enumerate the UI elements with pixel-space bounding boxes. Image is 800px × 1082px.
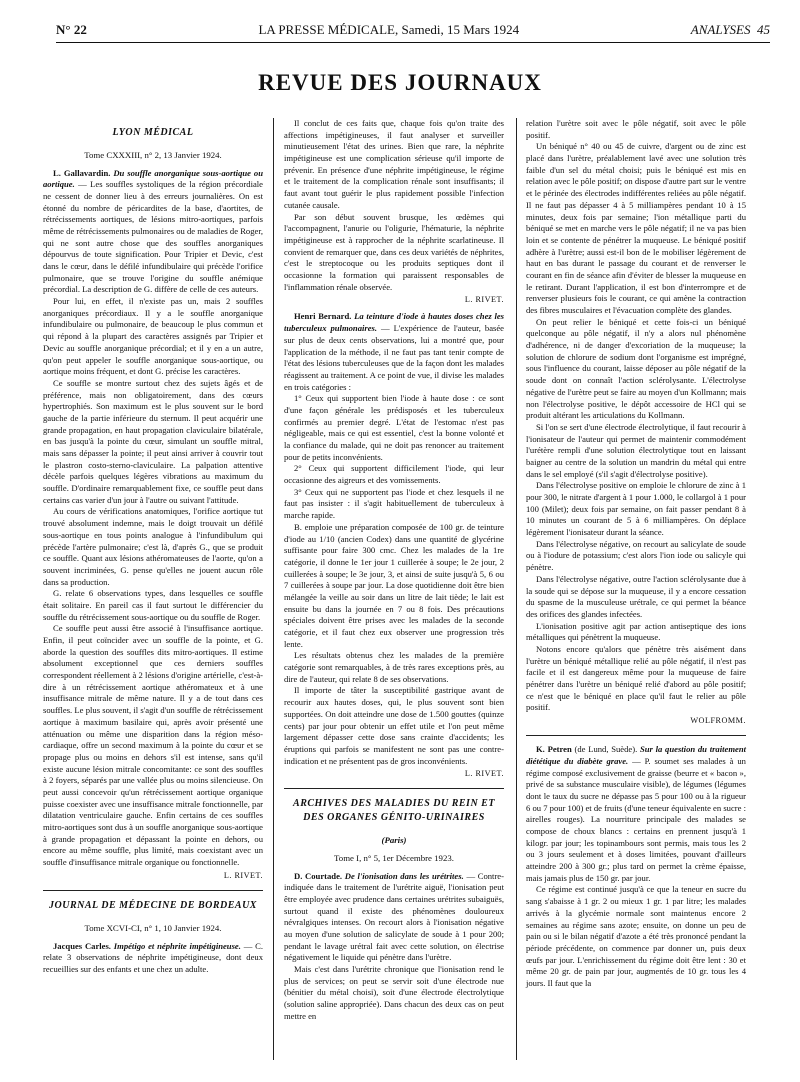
article-paragraph: On peut relier le béniqué et cette fois-ci un béniqué quelconque au pôle négatif, il n'y a alors nul phénomène d'adhérence, ni de danger d'excoriation de la muqueuse; la solution de chlorure de sodium dont l'organisme est imprégné, sous l'influence du courant, laisse déposer au pôle négatif de la soude dont on connaît l'action sclérolysante. L'électrolyse négative de l'urètre peut se faire au moyen d'un Kollmann; mais non l'électrolyse positive, le dépôt accessoire de HCl qui se produit altérant les articulations du Kollmann.: [526, 316, 746, 421]
article-text: — Les souffles systoliques de la région précordiale ne cessent de donner lieu à des erreurs journalières. On est étonné du nombre de péricardites de la base, d'aortites, de rétrécissements aortiques, de lésions mitro-aortiques, parfois même de rétrécissements pulmonaires ou de maladies de Roger, qui ne sont autre chose que des souffles anorganiques dépourvus de toute signification. Pour Tripier et Devic, c'est dans le cœur, dans le défilé infundibulaire qui précède l'orifice pulmonaire, que se trouve l'origine du souffle anémique précordial. La description de G. diffère de celle de ces auteurs.: [43, 179, 263, 295]
article-paragraph: [526, 744, 746, 884]
article-signature: L. RIVET.: [464, 295, 504, 305]
article-paragraph: [43, 168, 263, 297]
journal-masthead: LA PRESSE MÉDICALE, Samedi, 15 Mars 1924: [258, 22, 520, 37]
article-paragraph: Il importe de tâter la susceptibilité gastrique avant de recourir aux hautes doses, qui, le plus souvent sont bien supportées. On doit atteindre une dose de 1.500 gouttes (quinze cents) par jour pour obtenir un effet utile et l'on peut même largement dépasser cette dose sans crainte d'accidents; les éruptions qui parfois se manifestent ne sont pas une contre-indication et ne présentent pas de gros inconvénients.: [284, 685, 504, 766]
header-rule: [56, 42, 770, 43]
article-paragraph: Dans l'électrolyse négative, on recourt au salicylate de soude ou à l'iodure de potassium; c'est alors l'ion iode ou salicyle qui pénètre.: [526, 538, 746, 573]
section-divider: [284, 788, 504, 789]
article-paragraph: [43, 941, 263, 976]
journal-issue: Tome I, n° 5, 1er Décembre 1923.: [334, 852, 454, 863]
column-divider: [273, 118, 274, 1060]
article-author: K. Petren: [536, 744, 572, 755]
section-page: [691, 22, 770, 38]
article-text: — P. soumet ses malades à un régime composé exclusivement de graisse (beurre et « bacon », privé de sa substance musculaire visible), de légumes (légumes dont le taux du sucre ne dépasse pas 5 pour 100 ou à la rigueur 6 ou 7 pour 100) et de fruits (d'une teneur équivalente en sucre : airelles rouges). La nourriture principale des malades se compose de choux blancs : certains en prennent jusqu'à 1 kilogr. par jour; les topinambours sont permis, mais tous les 2 ou 3 jours seulement et à doses limitées, pouvant d'ailleurs atteindre 200 à 300 gr.; plus tard on permet la crème épaisse, mais jamais plus de 150 gr. par jour.: [526, 755, 746, 883]
article-paragraph: Il conclut de ces faits que, chaque fois qu'on traite des affections impétigineuses, il faut analyser et surveiller minutieusement l'état des urines. Bien que rare, la néphrite impétigineuse est une complication sérieuse qu'il importe de prévenir. En présence d'une néphrite impétigineuse, le régime et le traitement de la complication rénale sont insuffisants; il faut avant tout guérir le plus rapidement possible l'infection cutanée causale.: [284, 118, 504, 210]
journal-title: ARCHIVES DES MALADIES DU REIN ET DES ORGANES GÉNITO-URINAIRES: [293, 798, 495, 824]
journal-title: JOURNAL DE MÉDECINE DE BORDEAUX: [49, 899, 257, 911]
article-author-place: (de Lund, Suède).: [574, 744, 638, 755]
page-header: [56, 22, 770, 40]
journal-title: LYON MÉDICAL: [112, 127, 194, 138]
article-paragraph: Par son début souvent brusque, les œdèmes qui l'accompagnent, l'anurie ou l'oligurie, l'hématurie, la néphrite impétigineuse est à rapprocher de la néphrite scarlatineuse. Il convient de remarquer que, dans ces deux variétés de néphrites, c'est le streptocoque ou les produits septiques dont il occasionne la formation qui paraissent responsables de l'inflammation rénale observée.: [284, 211, 504, 292]
journal-city: (Paris): [381, 834, 407, 845]
article-title: La teinture d'iode à hautes doses chez les tuberculeux pulmonaires.: [284, 311, 505, 334]
article-paragraph: Dans l'électrolyse négative, outre l'action sclérolysante due à la soude qui se dépose sur la muqueuse, il y a encore cessation du spasme de la musculeuse urétrale, ce qui permet la béance des orifices des glandes infectées.: [526, 573, 746, 619]
section-divider: [526, 735, 746, 736]
article-text: — Contre-indiquée dans le traitement de l'urétrite aiguë, l'ionisation peut être employée avec prudence dans certaines urétrites subaiguës, surtout quand il existe des phénomènes douloureux névralgiques intenses. On recourt alors à l'ionisation négative au moyen d'une solution de salicylate de soude à 1 pour 200; pendant le lavage urétral fait avec cette solution, on électrise négativement le liquide qui pénètre dans l'urètre.: [284, 870, 504, 963]
article-paragraph: Un béniqué n° 40 ou 45 de cuivre, d'argent ou de zinc est placé dans l'urètre, préalablement lavé avec une solution très faible d'un sel du métal choisi; puis le béniqué est mis en relation avec le pôle positif; on dispose d'autre part sur le ventre et le périnée des électrodes indifférentes reliées au pôle négatif. Il ne faut pas dépasser 4 à 5 milliampères pendant 10 à 15 minutes, deux fois par semaine; l'ion métallique parti du béniqué se met en marche vers le pôle négatif; il ne va pas bien loin et se contente de pénétrer la muqueuse. Le béniqué positif adhère à l'urètre; aussi est-il bon de le mobiliser légèrement de haut en bas durant le passage du courant et de renverser le courant en fin de séance afin d'éviter de blesser la muqueuse en le retirant. Durant l'application, il est bon d'interrompre et de renverser plusieurs fois le courant, ce qui amène la contraction des fibres musculaires et l'évacuation complète des glandes.: [526, 141, 746, 315]
article-paragraph: Au cours de vérifications anatomiques, l'orifice aortique tut trouvé absolument indemne, mais le doigt trouvait un défilé sous-aortique en tous points analogue à l'infundibulum qui précède l'artère pulmonaire; c'est là, d'après G., que se produit ce souffle. Quant aux lésions athéromateuses de l'aorte, qu'on a souvent incriminées, G. pense qu'elles ne jouent aucun rôle dans sa production.: [43, 506, 263, 587]
article-paragraph: L'ionisation positive agit par action antiseptique des ions métalliques qui pénètrent la muqueuse.: [526, 620, 746, 643]
article-paragraph: Pour lui, en effet, il n'existe pas un, mais 2 souffles anorganiques précordiaux. Il y a le souffle anorganique infundibulaire ou pulmonaire, de beaucoup le plus commun et qui répond à la plupart des caractères assignés par Tripier et Devic au souffle anorganique précordial; et il y en a un autre, qu'on peut appeler le souffle anorganique sous-aortique, ou aortique moins fréquent, et dont G. précise les caractères.: [43, 296, 263, 377]
article-text: — C. relate 3 observations de néphrite impétigineuse, dont deux recueillies sur des enfants et une chez un adulte.: [43, 940, 264, 974]
article-paragraph: G. relate 6 observations types, dans lesquelles ce souffle était solitaire. En pareil cas il faut surtout le différencier du souffle du rétrécissement sous-aortique ou du souffle de Roger.: [43, 588, 263, 622]
column-divider: [516, 118, 517, 1060]
folio: 45: [757, 22, 770, 37]
column-1: [43, 118, 263, 976]
article-paragraph: 1° Ceux qui supportent bien l'iode à haute dose : ce sont d'une façon générale les prédisposés et les tuberculeux confirmés au premier degré. L'état de l'estomac n'est pas négligeable, mais ce qui est essentiel, c'est la bonne volonté et la confiance du malade, qui ne doit pas renoncer au traitement pour de petits inconvénients.: [284, 393, 504, 462]
article-paragraph: Ce régime est continué jusqu'à ce que la teneur en sucre du sang s'abaisse à 1 gr. 2 ou mieux 1 gr. 1 par litre; les malades arrivés à la glycémie normale sont maintenus encore 2 semaines au régime sans azote; ensuite, on donne un peu de pain ou si le bilan négatif d'azote a été très prononcé pendant la période précédente, on commence par donner un, puis deux œufs par jour. L'enrichissement du régime doit être lent : 30 et même 20 gr. de pain par jour, augmentés de 10 gr. tous les 4 jours. Il faut que la: [526, 884, 746, 988]
column-2: [284, 118, 504, 1022]
article-paragraph: Si l'on se sert d'une électrode électrolytique, il faut recourir à l'ionisateur de l'auteur qui permet de maintenir commodément l'urétère rempli d'une solution électrolytique tout en laissant baigner au centre de la solution un mandrin du métal qui entre dans le sel employé (s'il s'agit d'électrolyse positive).: [526, 421, 746, 479]
page-number: N° 22: [56, 22, 87, 37]
article-paragraph: Mais c'est dans l'urétrite chronique que l'ionisation rend le plus de services; on peut se servir soit d'une électrode nue (bénitier du métal choisi), soit d'une électrode électrolytique (solution saline appropriée). Dans chacun des deux cas on peut mettre en: [284, 964, 504, 1021]
article-text: — L'expérience de l'auteur, basée sur plus de deux cents observations, lui a montré que, pour l'application de la méthode, il ne faut pas tant tenir compte de l'état des lésions tuberculeuses que de la façon dont les malades réagissent au traitement. A ce point de vue, il divise les malades en trois catégories :: [284, 323, 504, 392]
article-paragraph: Dans l'électrolyse positive on emploie le chlorure de zinc à 1 pour 300, le nitrate d'argent à 1 pour 1.000, le collargol à 1 pour 100 (Milet); deux fois par semaine, on fait passer pendant 8 à 10 minutes un courant de 5 à 6 milliampères. On déplace légèrement l'ionisateur durant la séance.: [526, 480, 746, 538]
article-paragraph: Les résultats obtenus chez les malades de la première catégorie sont remarquables, à de très rares exceptions près, au dire de l'auteur, qui relate 8 de ses observations.: [284, 650, 504, 684]
article-author: Henri Bernard.: [294, 311, 352, 322]
article-signature: L. RIVET.: [223, 870, 263, 880]
article-title: De l'ionisation dans les urétrites.: [344, 870, 464, 881]
article-paragraph: 3° Ceux qui ne supportent pas l'iode et chez lesquels il ne faut pas insister : il s'agit habituellement de tuberculeux à marche rapide.: [284, 486, 504, 521]
page-title: REVUE DES JOURNAUX: [258, 70, 542, 95]
article-paragraph: [284, 871, 504, 965]
column-3: [526, 118, 746, 990]
section-name: ANALYSES: [690, 22, 751, 37]
article-paragraph: [284, 311, 504, 393]
article-paragraph: Ce souffle se montre surtout chez des sujets âgés et de préférence, mais non obligatoirement, dans des cœurs hypertrophiés. Son maximum est le plus souvent sur le bord gauche de la partie inférieure du sternum. Il peut acquérir une grande propagation, en haut propagation claviculaire bilatérale, en bas jusqu'à la pointe du cœur, simulant un souffle mitral, mais sans dépasser la pointe; il peut ainsi arriver à couvrir tout le plastron costo-sterno-claviculaire. La palpation attentive décèle parfois quelques légères vibrations au maximum du souffle. D'ordinaire remarquablement fixe, ce souffle peut dans certains cas varier d'un jour à l'autre ou suivant l'attitude.: [43, 377, 263, 505]
article-author: Jacques Carles.: [53, 940, 111, 951]
article-author: D. Courtade.: [294, 870, 343, 881]
article-paragraph: Ce souffle peut aussi être associé à l'insuffisance aortique. Enfin, il peut coïncider avec un souffle de la pointe, et G. aborde la question des souffles dits mitro-aortiques. Il estime absolument exceptionnel que ces derniers souffles correspondent réellement à 2 lésions d'origine artérielle, c'est-à-dire à un rétrécissement aortique athéromateux et à une insuffisance mitrale de même nature. Il y a de tout dans ces souffles. Le plus souvent, il s'agit d'un souffle de rétrécissement aortique à maximum basilaire qui, après avoir présenté une atténuation ou même une disparition dans la région méso-cardiaque, offre un second maximum à la pointe du cœur et se propage plus ou moins en dehors s'il est intense, sans qu'il existe aucune lésion mitrale concomitante: ce sont des souffles à 2 foyers, séparés par une vallée plus ou moins silencieuse. On peut aussi concevoir qu'un rétrécissement aortique organique puisse coexister avec une insuffisance mitrale fonctionnelle, par dilatation ventriculaire gauche. Enfin certains de ces souffles mitro-aortiques sont dus à un souffle anorganique sous-aortique à grande propagation et dépassant la pointe en dehors, ou encore au même souffle, plus limité, mais coexistant avec un souffle d'insuffisance mitrale organique ou fonctionnelle.: [43, 623, 263, 868]
article-paragraph: relation l'urètre soit avec le pôle négatif, soit avec le pôle positif.: [526, 118, 746, 140]
article-author: L. Gallavardin.: [53, 167, 111, 178]
article-title: Sur la question du traitement diététique du diabète grave.: [526, 744, 746, 766]
article-paragraph: B. emploie une préparation composée de 100 gr. de teinture d'iode au 1/10 (ancien Codex) dans une quantité de glycérine suffisante pour faire 300 cmc. Chez les malades de la 1re catégorie, il donne le 1er jour 1 cuillerée à soupe; le 2e jour, 2 cuillerées à soupe; le 3e jour, 3, et ainsi de suite jusqu'à 5, 6 ou 7 cuillerées à soupe par jour. La dose quotidienne doit être bien mélangée la veille au soir dans un litre de lait tiède; le lait est ensuite bu dans la journée en 7 ou 8 fois. Des précautions spéciales doivent être prises avec les malades de la seconde catégorie, et il faut chez eux observer une progression très lente.: [284, 521, 504, 649]
article-title: Du souffle anorganique sous-aortique ou aortique.: [43, 167, 263, 190]
article-title: Impétigo et néphrite impétigineuse.: [113, 940, 241, 951]
journal-issue: Tome CXXXIII, n° 2, 13 Janvier 1924.: [84, 149, 222, 160]
article-signature: L. RIVET.: [464, 769, 504, 779]
article-signature: WOLFROMM.: [690, 716, 746, 726]
journal-issue: Tome XCVI-CI, n° 1, 10 Janvier 1924.: [84, 922, 222, 933]
article-paragraph: 2° Ceux qui supportent difficilement l'iode, qui leur occasionne des aigreurs et des vomissements.: [284, 463, 504, 486]
section-divider: [43, 890, 263, 891]
article-paragraph: Notons encore qu'alors que pénètre très aisément dans l'urètre un béniqué métallique relié au pôle négatif, il n'est pas facile et il est dangereux même pour la muqueuse de faire pénétrer dans l'urètre un béniqué relié d'abord au pôle positif; ce n'est que le béniqué en place qu'il faut le relier au pôle positif.: [526, 643, 746, 713]
